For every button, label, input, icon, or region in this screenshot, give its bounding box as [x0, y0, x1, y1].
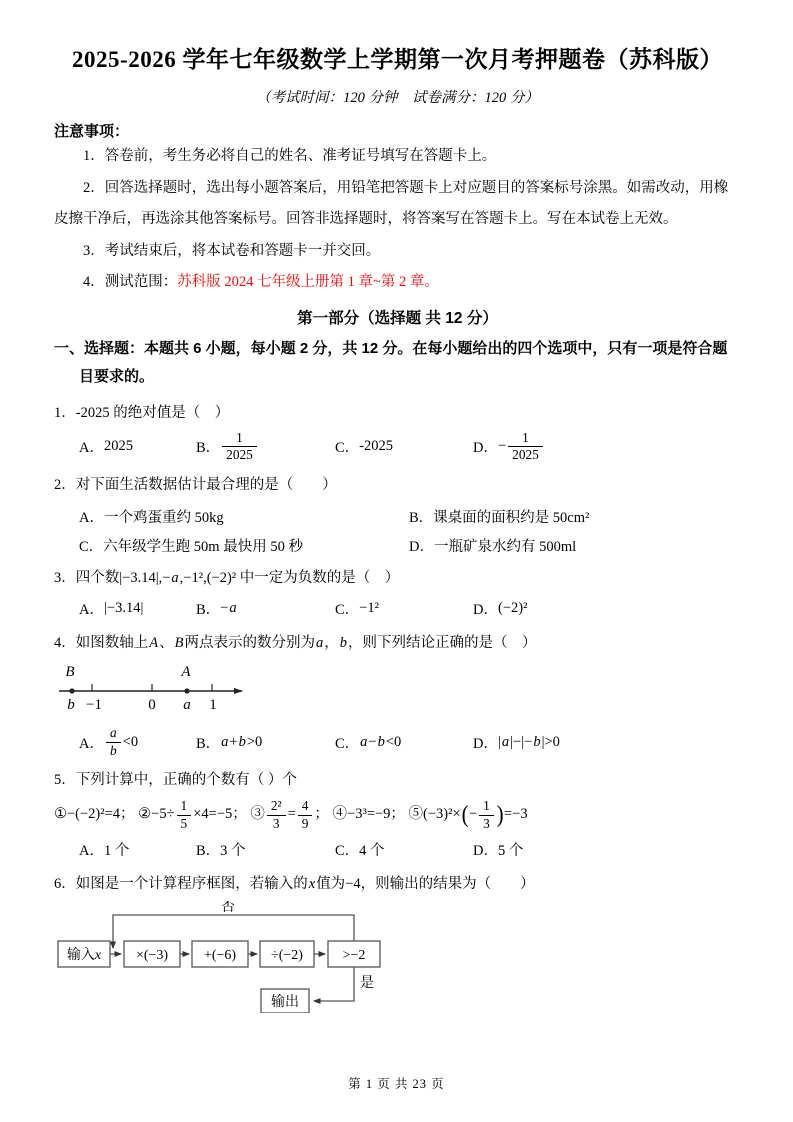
notice-heading: 注意事项： — [54, 123, 130, 141]
part1-heading: 第一部分（选择题 共 12 分） — [297, 310, 498, 328]
notice-item-2: 2．回答选择题时，选出每小题答案后，用铅笔把答题卡上对应题目的答案标号涂黑。如需改动，用橡皮擦干净后，再选涂其他答案标号。回答非选择题时，将答案写在答题卡上。写在本试卷上无效。 — [54, 179, 729, 228]
point-a-dot — [184, 688, 189, 693]
q4-option-c — [335, 732, 473, 753]
q3-option-b-label: B． — [196, 601, 221, 618]
q1-option-d-value: − $\frac{1}{2025}$ — [498, 431, 545, 463]
q4-option-a-label: A． — [79, 735, 104, 752]
q4-option-d-value: | a |−|− b |>0 — [497, 733, 560, 750]
q4-option-c-value: a − b <0 — [360, 733, 402, 750]
q3-option-d-label: D． — [473, 601, 498, 618]
question-1-stem: 1．-2025 的绝对值是（ ） — [54, 404, 230, 421]
q3-option-a-value: |−3.14| — [103, 599, 144, 616]
section1-intro: 一、选择题：本题共 6 小题，每小题 2 分，共 12 分。在每小题给出的四个选项中，只有一项是符合题目要求的。 — [54, 340, 728, 386]
question-6-stem: 6．如图是一个计算程序框图，若输入的 x 值为−4，则输出的结果为（ ） — [54, 876, 535, 893]
q4-option-a-value: $\frac{a}{b}$ <0 — [104, 726, 138, 758]
tick-one-label: 1 — [209, 696, 217, 713]
flow-no-label: 否 — [221, 900, 235, 915]
question-2-options-row-2 — [79, 535, 741, 556]
exam-title: 2025-2026 学年七年级数学上学期第一次月考押题卷（苏科版） — [72, 47, 723, 72]
flowchart-figure — [56, 901, 741, 1018]
flow-yes-label: 是 — [360, 975, 374, 991]
q1-option-d — [473, 431, 741, 463]
flowchart-svg — [56, 901, 396, 1013]
flow-div-label: ÷(−2) — [271, 947, 303, 963]
q3-option-c-value: −1² — [359, 599, 379, 616]
q2-option-d: D．一瓶矿泉水约有 500ml — [409, 538, 577, 555]
question-3-options — [79, 595, 741, 621]
point-b-bottom-label: b — [67, 696, 75, 713]
notice-item-4 — [54, 267, 741, 299]
notice-item-3: 3．考试结束后，将本试卷和答题卡一并交回。 — [83, 242, 381, 259]
question-4-stem: 4．如图数轴上 A 、 B 两点表示的数分别为 a ， b ，则下列结论正确的是（ ） — [54, 635, 537, 652]
q1-option-b-label: B． — [196, 440, 221, 457]
q1-option-a-value: 2025 — [103, 438, 133, 455]
q4-option-d-label: D． — [473, 735, 498, 752]
q2-option-c: C．六年级学生跑 50m 最快用 50 秒 — [79, 538, 303, 555]
q1-option-b — [196, 431, 335, 463]
question-1-options — [79, 431, 741, 463]
q5-option-c: C．4 个 — [335, 842, 385, 859]
q1-option-d-label: D． — [473, 440, 498, 457]
q3-option-c — [335, 598, 473, 619]
flow-output-label: 输出 — [271, 994, 299, 1010]
flow-yes-line — [314, 967, 354, 1001]
q4-option-b-label: B． — [196, 735, 221, 752]
question-5-stem: 5．下列计算中，正确的个数有（ ）个 — [54, 772, 297, 789]
q1-option-c-label: C． — [335, 440, 360, 457]
q1-option-c — [335, 436, 473, 457]
point-a-bottom-label: a — [183, 696, 191, 713]
q3-option-a-label: A． — [79, 601, 104, 618]
notice-item-1: 1．答卷前，考生务必将自己的姓名、准考证号填写在答题卡上。 — [83, 148, 497, 165]
q1-option-a — [79, 436, 196, 457]
number-line-svg — [56, 660, 296, 716]
notice-item-4-prefix: 4．测试范围： — [83, 274, 178, 291]
question-2-options-row-1 — [79, 506, 741, 527]
q4-option-b-value: a + b >0 — [221, 733, 263, 750]
q1-option-b-value: $\frac{1}{2025}$ — [220, 431, 259, 463]
q1-option-c-value: -2025 — [359, 438, 394, 455]
question-3-stem: 3．四个数|−3.14|,− a ,−1²,(−2)² 中一定为负数的是（ ） — [54, 569, 400, 586]
notice-item-4-scope: 苏科版 2024 七年级上册第 1 章~第 2 章。 — [177, 274, 439, 291]
question-5-options — [79, 836, 741, 862]
flow-add-label: +(−6) — [203, 947, 237, 963]
page-number: 第 1 页 共 23 页 — [348, 1077, 445, 1091]
q5-option-b: B．3 个 — [196, 842, 246, 859]
q3-option-b-value: − a — [220, 599, 237, 616]
q4-option-b — [196, 732, 335, 753]
q3-option-d — [473, 598, 741, 619]
point-b-top-label: B — [65, 663, 75, 680]
flow-no-loop-line — [113, 915, 354, 948]
q2-option-a: A．一个鸡蛋重约 50kg — [79, 509, 224, 526]
q3-option-b — [196, 598, 335, 619]
question-2-stem: 2．对下面生活数据估计最合理的是（ ） — [54, 476, 337, 493]
tick-zero-label: 0 — [148, 696, 156, 713]
question-4-options — [79, 726, 741, 758]
q1-option-a-label: A． — [79, 440, 104, 457]
flow-cond-label: >−2 — [342, 947, 366, 963]
q5-option-d: D．5 个 — [473, 842, 524, 859]
q3-option-d-value: (−2)² — [497, 599, 528, 616]
point-a-top-label: A — [181, 663, 191, 680]
q4-option-a — [79, 726, 196, 758]
q3-option-c-label: C． — [335, 601, 360, 618]
q2-option-b: B．课桌面的面积约是 50cm² — [409, 509, 590, 526]
q4-option-c-label: C． — [335, 735, 360, 752]
flow-input-label: 输入x — [66, 947, 102, 963]
q3-option-a — [79, 598, 196, 619]
question-5-calculations: ①−(−2)²=4； ②−5÷ $\frac{1}{5}$ ×4=−5； ③ $\frac{\text{2²}}{3}$ = $\frac{4}{9}$ ； ④−3³=−9； ⑤(−3)²× ( − $\frac{1}{3}$ ) =−3 — [54, 797, 528, 831]
q5-option-a: A．1 个 — [79, 842, 130, 859]
number-line-figure — [56, 660, 741, 721]
flow-mul-label: ×(−3) — [135, 947, 169, 963]
q4-option-d — [473, 732, 741, 753]
point-b-dot — [69, 688, 74, 693]
exam-subtitle: （考试时间：120 分钟 试卷满分：120 分） — [256, 90, 539, 107]
tick-neg1-label: −1 — [86, 696, 102, 713]
